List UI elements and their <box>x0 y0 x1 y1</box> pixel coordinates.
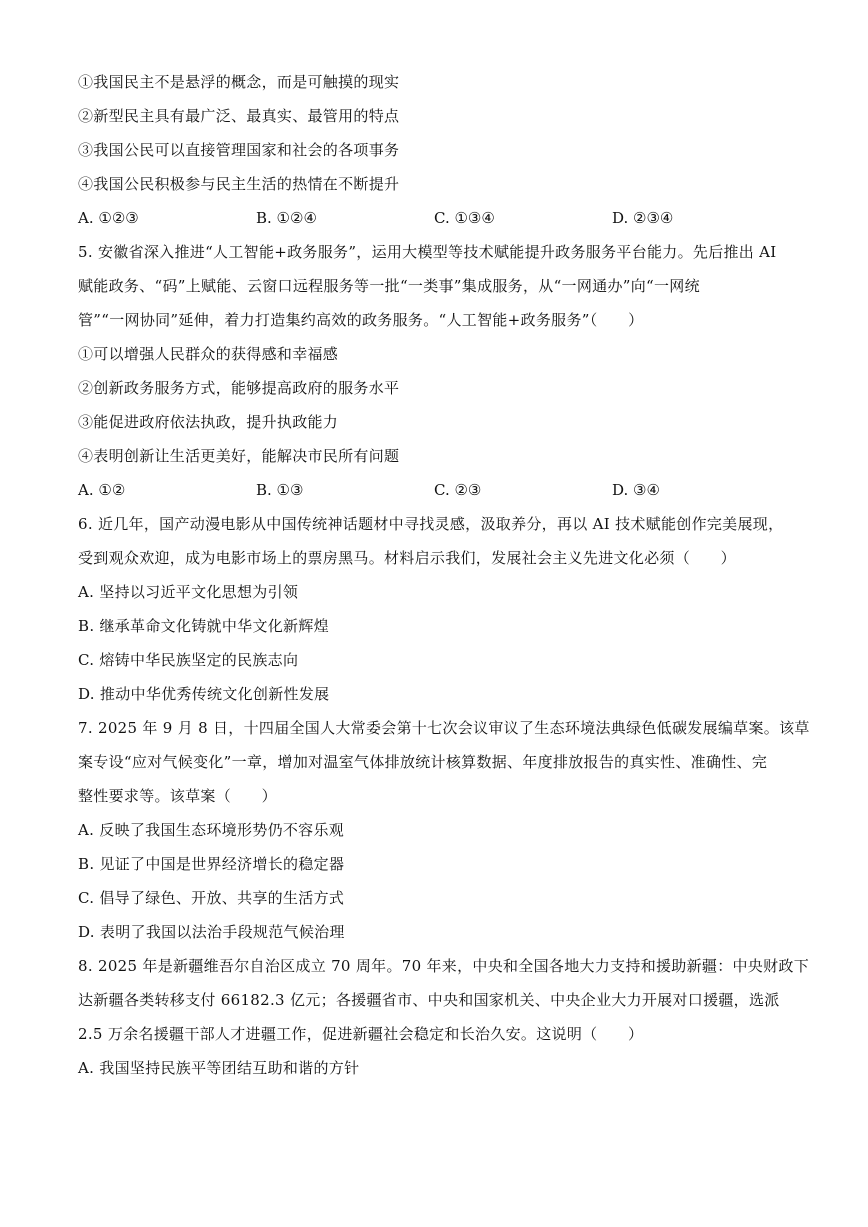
q8-stem-line-1: 8. 2025 年是新疆维吾尔自治区成立 70 周年。70 年来，中央和全国各地大力支持和援助新疆：中央财政下 <box>78 957 810 975</box>
q5-options-row <box>78 480 798 500</box>
q4-statement-4: ④我国公民积极参与民主生活的热情在不断提升 <box>78 175 400 193</box>
q8-stem-line-3: 2.5 万余名援疆干部人才进疆工作，促进新疆社会稳定和长治久安。这说明（ ） <box>78 1025 644 1043</box>
q7-option-b: B. 见证了中国是世界经济增长的稳定器 <box>78 855 345 873</box>
q4-statement-2: ②新型民主具有最广泛、最真实、最管用的特点 <box>78 107 400 125</box>
q8-option-a: A. 我国坚持民族平等团结互助和谐的方针 <box>78 1059 360 1077</box>
q5-option-b: B. ①③ <box>256 481 304 499</box>
q5-statement-1: ①可以增强人民群众的获得感和幸福感 <box>78 345 339 363</box>
q6-option-a: A. 坚持以习近平文化思想为引领 <box>78 583 299 601</box>
q5-statement-3: ③能促进政府依法执政，提升执政能力 <box>78 413 339 431</box>
q5-option-d: D. ③④ <box>612 481 660 499</box>
q5-stem-line-3: 管”“一网协同”延伸，着力打造集约高效的政务服务。“人工智能+政务服务”（ ） <box>78 311 644 329</box>
q5-stem-line-2: 赋能政务、“码”上赋能、云窗口远程服务等一批“一类事”集成服务，从“一网通办”向“一网统 <box>78 277 700 295</box>
q6-stem-line-1: 6. 近几年，国产动漫电影从中国传统神话题材中寻找灵感，汲取养分，再以 AI 技术赋能创作完美展现， <box>78 515 784 533</box>
q8-stem-line-2: 达新疆各类转移支付 66182.3 亿元；各援疆省市、中央和国家机关、中央企业大力开展对口援疆，选派 <box>78 991 780 1009</box>
q5-stem-line-1: 5. 安徽省深入推进“人工智能+政务服务”，运用大模型等技术赋能提升政务服务平台能力。先后推出 AI <box>78 243 777 261</box>
q4-statement-3: ③我国公民可以直接管理国家和社会的各项事务 <box>78 141 400 159</box>
q5-option-c: C. ②③ <box>434 481 482 499</box>
q5-option-a: A. ①② <box>78 481 126 499</box>
q4-option-b: B. ①②④ <box>256 209 317 227</box>
q6-option-b: B. 继承革命文化铸就中华文化新辉煌 <box>78 617 329 635</box>
q5-statement-4: ④表明创新让生活更美好，能解决市民所有问题 <box>78 447 400 465</box>
q4-option-d: D. ②③④ <box>612 209 674 227</box>
q4-options-row <box>78 208 798 228</box>
q6-option-d: D. 推动中华优秀传统文化创新性发展 <box>78 685 330 703</box>
q4-option-c: C. ①③④ <box>434 209 495 227</box>
q5-statement-2: ②创新政务服务方式，能够提高政府的服务水平 <box>78 379 400 397</box>
q7-option-a: A. 反映了我国生态环境形势仍不容乐观 <box>78 821 345 839</box>
q7-stem-line-3: 整性要求等。该草案（ ） <box>78 787 277 805</box>
q6-option-c: C. 熔铸中华民族坚定的民族志向 <box>78 651 299 669</box>
q7-stem-line-2: 案专设“应对气候变化”一章，增加对温室气体排放统计核算数据、年度排放报告的真实性、准确性、完 <box>78 753 768 771</box>
q7-option-c: C. 倡导了绿色、开放、共享的生活方式 <box>78 889 345 907</box>
q7-stem-line-1: 7. 2025 年 9 月 8 日，十四届全国人大常委会第十七次会议审议了生态环境法典绿色低碳发展编草案。该草 <box>78 719 810 737</box>
q6-stem-line-2: 受到观众欢迎，成为电影市场上的票房黑马。材料启示我们，发展社会主义先进文化必须（ ） <box>78 549 736 567</box>
q4-option-a: A. ①②③ <box>78 209 139 227</box>
q7-option-d: D. 表明了我国以法治手段规范气候治理 <box>78 923 345 941</box>
q4-statement-1: ①我国民主不是悬浮的概念，而是可触摸的现实 <box>78 73 400 91</box>
